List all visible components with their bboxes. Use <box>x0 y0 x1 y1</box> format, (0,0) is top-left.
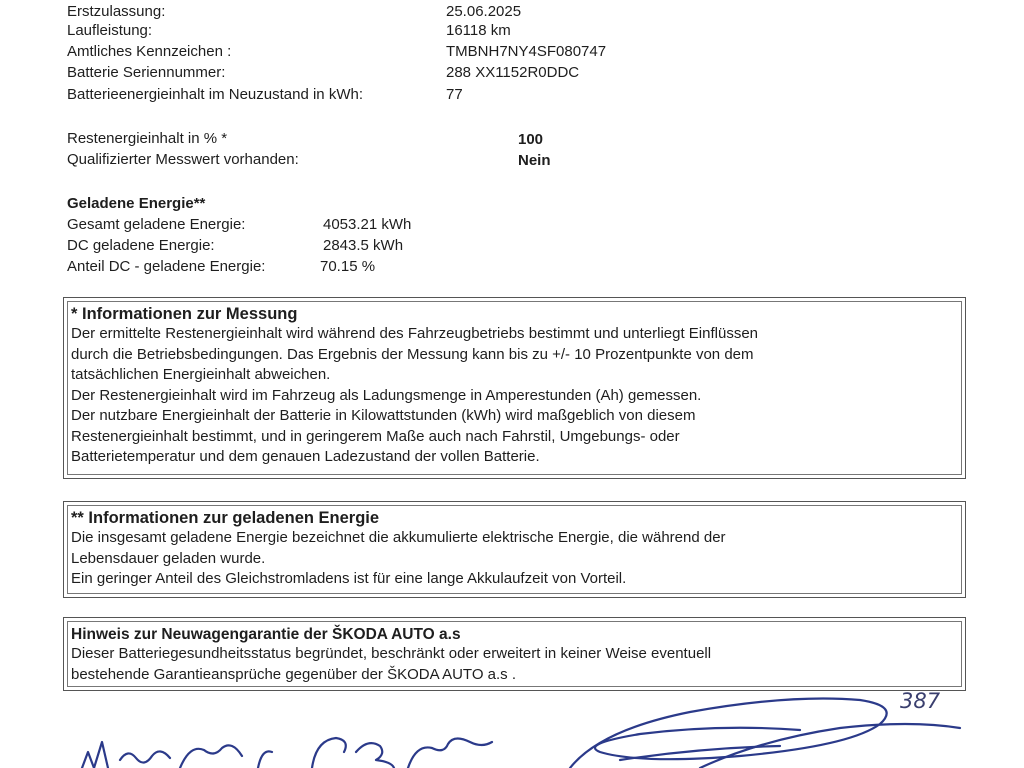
charged-energy-info-title: ** Informationen zur geladenen Energie <box>71 509 380 527</box>
total-charged-label: Gesamt geladene Energie: <box>67 216 246 233</box>
registration-plate-label: Amtliches Kennzeichen : <box>67 43 232 60</box>
registration-plate-value: TMBNH7NY4SF080747 <box>446 43 607 60</box>
signature-stroke-left <box>82 742 108 768</box>
signature-stroke-left <box>258 751 272 768</box>
rest-energy-label: Restenergieinhalt in % * <box>67 130 228 147</box>
charged-energy-info-line: Ein geringer Anteil des Gleichstromladens ist für eine lange Akkulaufzeit von Vorteil. <box>71 570 627 587</box>
dc-charged-value: 2843.5 kWh <box>323 237 404 254</box>
qualified-measurement-label: Qualifizierter Messwert vorhanden: <box>67 151 299 168</box>
dc-share-label: Anteil DC - geladene Energie: <box>67 258 266 275</box>
rest-energy-value: 100 <box>518 131 544 148</box>
original-capacity-value: 77 <box>446 86 463 103</box>
charged-energy-info-line: Lebensdauer geladen wurde. <box>71 549 266 567</box>
qualified-measurement-value: Nein <box>518 152 551 169</box>
measurement-info-title: * Informationen zur Messung <box>71 305 298 323</box>
mileage-label: Laufleistung: <box>67 22 153 39</box>
signature-stroke-left <box>312 738 346 768</box>
signature-stroke-right <box>700 724 960 768</box>
measurement-info-line: Restenergieinhalt bestimmt, und in geringerem Maße auch nach Fahrstil, Umgebungs- oder <box>71 427 680 445</box>
dc-share-value: 70.15 % <box>320 258 376 275</box>
original-capacity-label: Batterieenergieinhalt im Neuzustand in kWh: <box>67 86 363 103</box>
first-registration-label: Erstzulassung: <box>67 3 166 20</box>
measurement-info-line: Der ermittelte Restenergieinhalt wird während des Fahrzeugbetriebs bestimmt und unterliegt Einflüssen <box>71 325 759 342</box>
signature-stroke-left <box>120 751 170 762</box>
measurement-info-line: durch die Betriebsbedingungen. Das Ergebnis der Messung kann bis zu +/- 10 Prozentpunkte von dem <box>71 345 754 363</box>
signature-stroke-left <box>356 743 394 768</box>
measurement-info-line: Der Restenergieinhalt wird im Fahrzeug als Ladungsmenge in Amperestunden (Ah) gemessen. <box>71 386 702 404</box>
signature-stroke-right <box>570 699 887 768</box>
signature-stroke-left <box>180 745 242 768</box>
dc-charged-label: DC geladene Energie: <box>67 237 215 254</box>
warranty-notice-line: Dieser Batteriegesundheitsstatus begründet, beschränkt oder erweitert in keiner Weise eventuell <box>71 645 712 662</box>
mileage-value: 16118 km <box>446 22 511 39</box>
warranty-notice-line: bestehende Garantieansprüche gegenüber der ŠKODA AUTO a.s . <box>71 665 517 683</box>
handwritten-number: 387 <box>900 689 941 713</box>
charged-energy-heading: Geladene Energie** <box>67 195 206 212</box>
charged-energy-info-line: Die insgesamt geladene Energie bezeichnet die akkumulierte elektrische Energie, die während der <box>71 529 726 546</box>
battery-serial-label: Batterie Seriennummer: <box>67 64 226 81</box>
measurement-info-line: Der nutzbare Energieinhalt der Batterie in Kilowattstunden (kWh) wird maßgeblich von diesem <box>71 407 696 424</box>
total-charged-value: 4053.21 kWh <box>323 216 412 233</box>
signature-stroke-left <box>408 738 492 768</box>
battery-serial-value: 288 XX1152R0DDC <box>446 64 580 81</box>
measurement-info-line: tatsächlichen Energieinhalt abweichen. <box>71 366 331 383</box>
measurement-info-line: Batterietemperatur und dem genauen Ladezustand der vollen Batterie. <box>71 448 540 465</box>
first-registration-value: 25.06.2025 <box>446 3 522 20</box>
warranty-notice-title: Hinweis zur Neuwagengarantie der ŠKODA AUTO a.s <box>71 626 461 643</box>
